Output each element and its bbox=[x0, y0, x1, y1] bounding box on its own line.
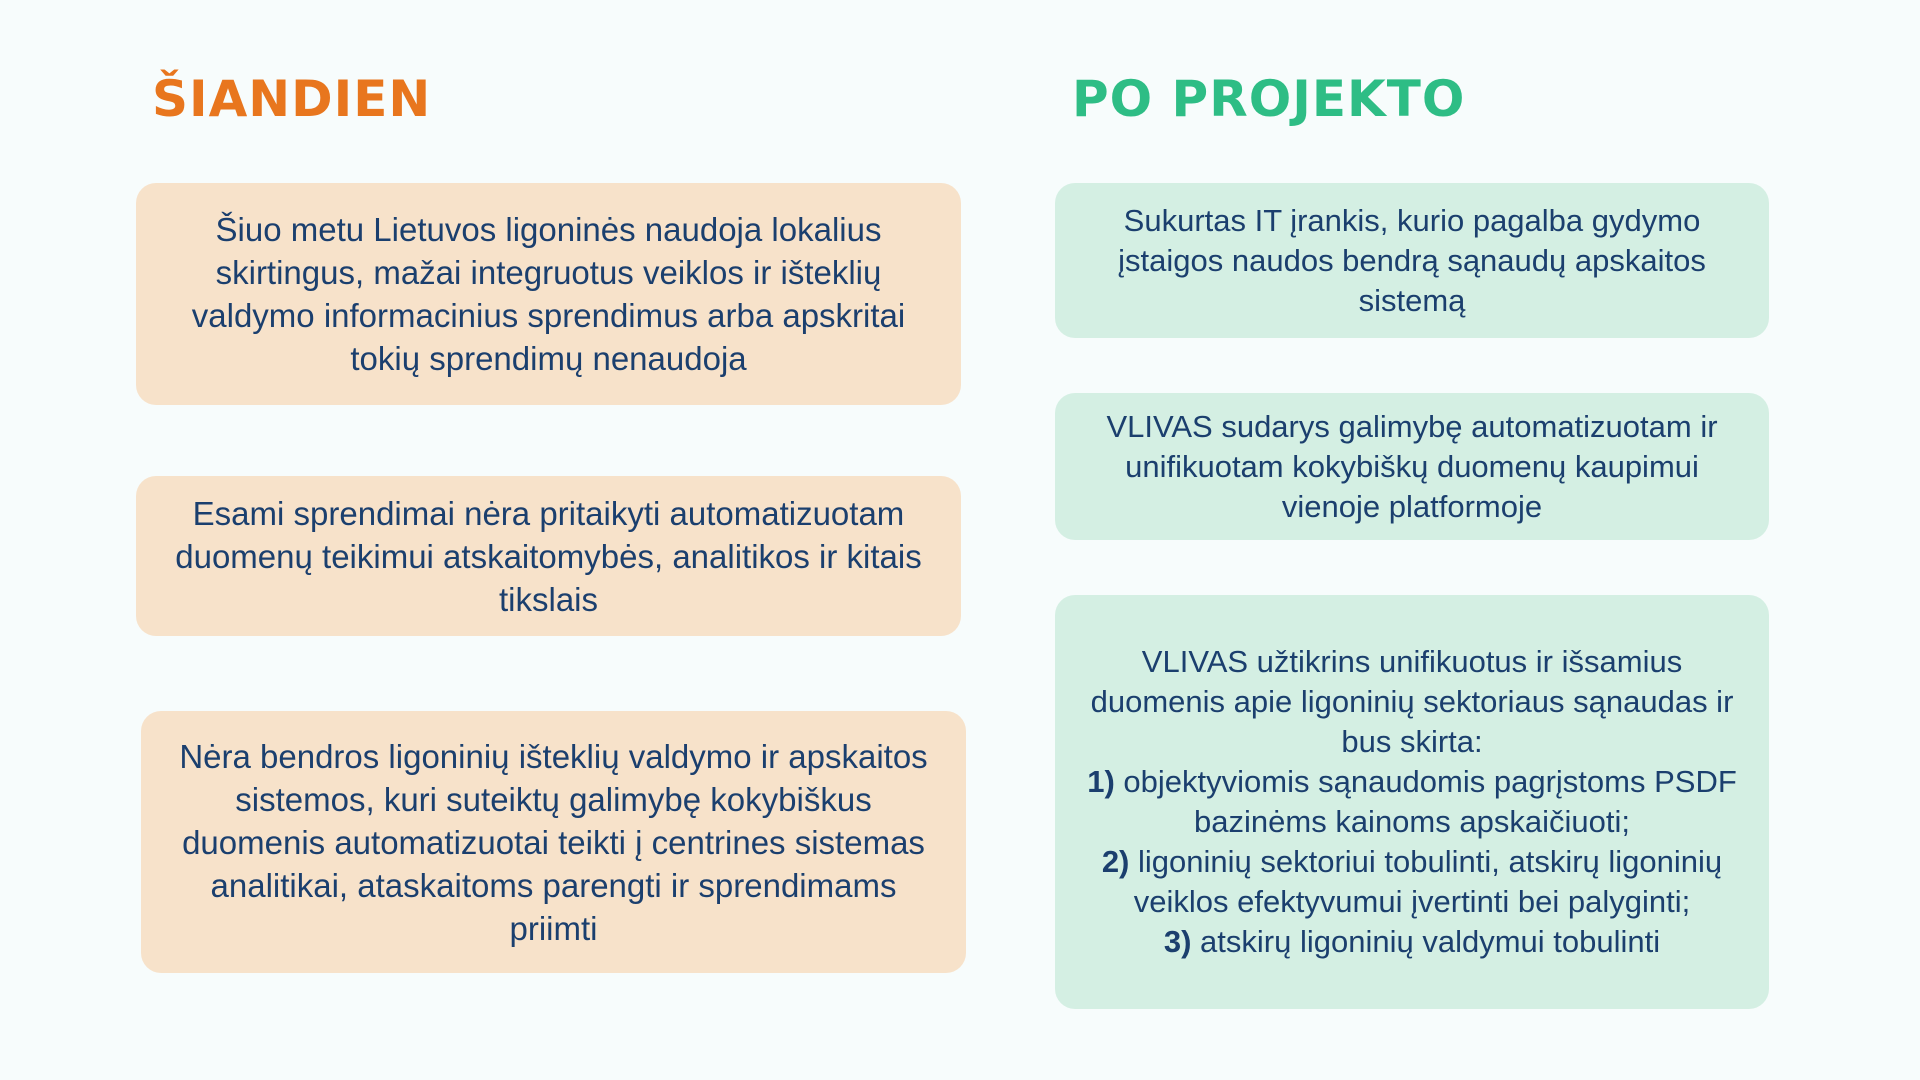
list-item bbox=[1079, 762, 1745, 842]
after-card-2 bbox=[1055, 393, 1769, 540]
list-item-text: atskirų ligoninių valdymui tobulinti bbox=[1191, 924, 1661, 959]
list-item-number: 3) bbox=[1163, 924, 1192, 959]
today-card-3 bbox=[141, 711, 966, 973]
heading-after-project: PO PROJEKTO bbox=[1072, 70, 1466, 128]
today-card-2 bbox=[136, 476, 961, 636]
list-item bbox=[1079, 842, 1745, 922]
heading-today: ŠIANDIEN bbox=[152, 70, 432, 128]
after-card-1 bbox=[1055, 183, 1769, 338]
after-card-1-text: Sukurtas IT įrankis, kurio pagalba gydymo įstaigos naudos bendrą sąnaudų apskaitos sistemą bbox=[1118, 202, 1706, 318]
today-card-1 bbox=[136, 183, 961, 405]
today-card-3-text: Nėra bendros ligoninių išteklių valdymo ir apskaitos sistemos, kuri suteiktų galimybę kokybiškus duomenis automatizuotai teikti į centrines sistemas analitikai, ataskaitoms parengti ir sprendimams priimti bbox=[179, 737, 928, 947]
today-card-2-text: Esami sprendimai nėra pritaikyti automatizuotam duomenų teikimui atskaitomybės, analitikos ir kitais tikslais bbox=[175, 494, 922, 618]
list-item-text: objektyviomis sąnaudomis pagrįstoms PSDF bazinėms kainoms apskaičiuoti; bbox=[1114, 764, 1737, 839]
today-card-1-text: Šiuo metu Lietuvos ligoninės naudoja lokalius skirtingus, mažai integruotus veiklos ir išteklių valdymo informacinius sprendimus arba apskritai tokių sprendimų nenaudoja bbox=[191, 211, 906, 377]
after-card-3-content bbox=[1079, 642, 1745, 962]
after-card-2-text: VLIVAS sudarys galimybę automatizuotam ir unifikuotam kokybiškų duomenų kaupimui vienoje platformoje bbox=[1106, 408, 1718, 524]
list-item bbox=[1079, 922, 1745, 962]
list-item-number: 2) bbox=[1101, 844, 1130, 879]
list-item-number: 1) bbox=[1087, 764, 1115, 799]
after-card-3-intro: VLIVAS užtikrins unifikuotus ir išsamius duomenis apie ligoninių sektoriaus sąnaudas ir bus skirta: bbox=[1090, 644, 1734, 759]
after-card-3 bbox=[1055, 595, 1769, 1009]
list-item-text: ligoninių sektoriui tobulinti, atskirų ligoninių veiklos efektyvumui įvertinti bei palyginti; bbox=[1129, 844, 1723, 919]
